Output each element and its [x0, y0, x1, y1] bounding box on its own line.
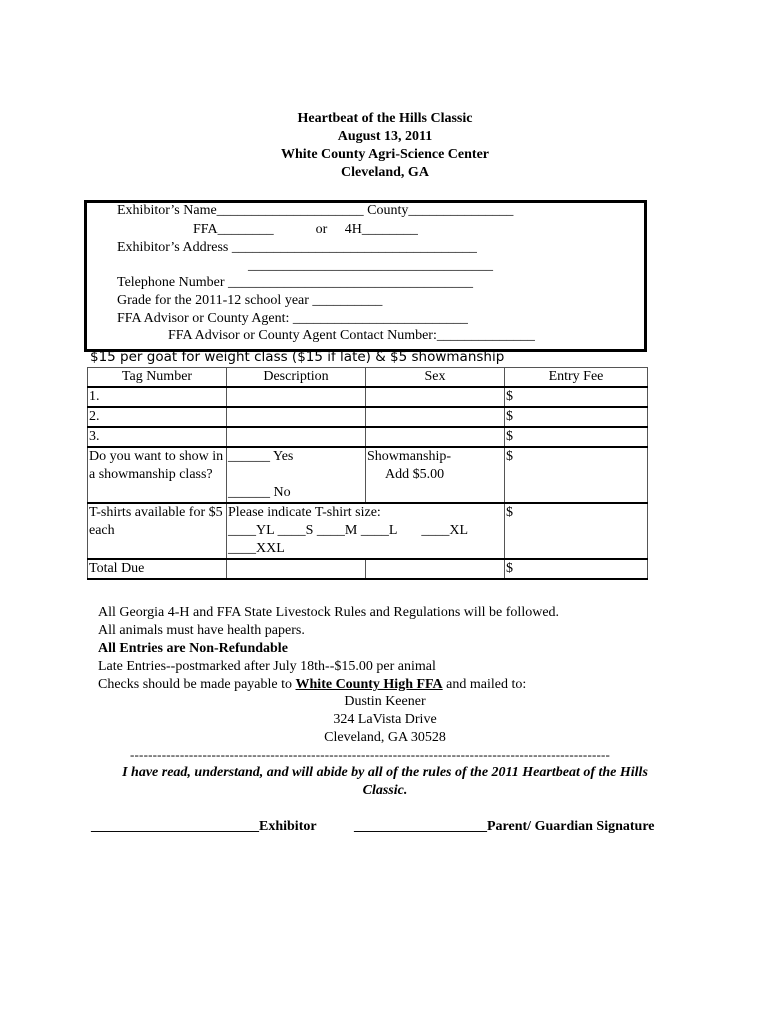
- mailing-city: Cleveland, GA 30528: [324, 730, 446, 745]
- cut-line-divider: ----------------------------------------------------------------------------------------------------------: [130, 747, 611, 762]
- agreement-line1: I have read, understand, and will abide by all of the rules of the 2011 Heartbeat of the Hills: [122, 765, 648, 780]
- showmanship-fee-cell[interactable]: $: [505, 447, 648, 503]
- total-label: Total Due: [88, 559, 227, 579]
- parent-signature-line[interactable]: ___________________Parent/ Guardian Signature: [354, 819, 655, 834]
- tag-cell[interactable]: 1.: [88, 387, 227, 407]
- mailing-name: Dustin Keener: [344, 694, 426, 709]
- tag-cell[interactable]: 2.: [88, 407, 227, 427]
- total-blank: [366, 559, 505, 579]
- tshirt-size-prompt: Please indicate T-shirt size:: [228, 505, 381, 520]
- tshirt-fee-cell[interactable]: $: [505, 503, 648, 559]
- header-description: Description: [227, 368, 366, 388]
- header-sex: Sex: [366, 368, 505, 388]
- event-city: Cleveland, GA: [341, 165, 429, 180]
- telephone-field[interactable]: Telephone Number ___________________________________: [117, 275, 473, 290]
- exhibitor-name-field[interactable]: Exhibitor’s Name_____________________ County_______________: [117, 203, 514, 218]
- total-blank: [227, 559, 366, 579]
- rule-non-refundable: All Entries are Non-Refundable: [98, 641, 288, 656]
- showmanship-choice-cell: [227, 447, 366, 503]
- tag-cell[interactable]: 3.: [88, 427, 227, 447]
- header-entry-fee: Entry Fee: [505, 368, 648, 388]
- fee-cell[interactable]: $: [505, 407, 648, 427]
- checks-suffix: and mailed to:: [442, 677, 527, 692]
- grade-field[interactable]: Grade for the 2011-12 school year __________: [117, 293, 383, 308]
- advisor-field[interactable]: FFA Advisor or County Agent: _________________________: [117, 311, 468, 326]
- tshirt-size-xxl[interactable]: ____XXL: [228, 541, 285, 556]
- entry-table: [87, 367, 648, 580]
- description-cell[interactable]: [227, 407, 366, 427]
- showmanship-label: Showmanship-: [367, 449, 451, 464]
- tshirt-label: T-shirts available for $5 each: [88, 503, 227, 559]
- mailing-street: 324 LaVista Drive: [333, 712, 437, 727]
- fee-note: $15 per goat for weight class ($15 if late) & $5 showmanship: [90, 349, 505, 365]
- description-cell[interactable]: [227, 387, 366, 407]
- address-line2-field[interactable]: ___________________________________: [248, 258, 493, 273]
- total-row: [88, 559, 648, 579]
- showmanship-no-option[interactable]: ______ No: [228, 485, 291, 500]
- rule-late-entries: Late Entries--postmarked after July 18th--$15.00 per animal: [98, 659, 436, 674]
- checks-prefix: Checks should be made payable to: [98, 677, 296, 692]
- rule-health-papers: All animals must have health papers.: [98, 623, 305, 638]
- event-date: August 13, 2011: [337, 129, 433, 144]
- rule-checks: [98, 677, 526, 693]
- sex-cell[interactable]: [366, 407, 505, 427]
- event-venue: White County Agri-Science Center: [280, 147, 490, 162]
- table-row: [88, 407, 648, 427]
- sex-cell[interactable]: [366, 387, 505, 407]
- fee-cell[interactable]: $: [505, 427, 648, 447]
- rule-livestock: All Georgia 4-H and FFA State Livestock Rules and Regulations will be followed.: [98, 605, 560, 620]
- event-title: Heartbeat of the Hills Classic: [297, 111, 473, 126]
- fee-cell[interactable]: $: [505, 387, 648, 407]
- ffa-4h-field[interactable]: FFA________ or 4H________: [193, 222, 418, 237]
- tshirt-size-cell: [227, 503, 505, 559]
- sex-cell[interactable]: [366, 427, 505, 447]
- showmanship-add-fee: Add $5.00: [385, 467, 445, 482]
- exhibitor-address-field[interactable]: Exhibitor’s Address ___________________________________: [117, 240, 477, 255]
- header-tag-number: Tag Number: [88, 368, 227, 388]
- payee-name: White County High FFA: [295, 677, 443, 692]
- total-fee-cell[interactable]: $: [505, 559, 648, 579]
- table-header-row: [88, 368, 648, 388]
- tshirt-size-options[interactable]: ____YL ____S ____M ____L ____XL: [228, 523, 469, 538]
- table-row: [88, 427, 648, 447]
- showmanship-row: [88, 447, 648, 503]
- table-row: [88, 387, 648, 407]
- showmanship-yes-option[interactable]: ______ Yes: [228, 449, 294, 464]
- agreement-line2: Classic.: [362, 783, 408, 798]
- showmanship-label-cell: [366, 447, 505, 503]
- exhibitor-signature-line[interactable]: ________________________Exhibitor: [91, 819, 317, 834]
- tshirt-row: [88, 503, 648, 559]
- description-cell[interactable]: [227, 427, 366, 447]
- advisor-contact-field[interactable]: FFA Advisor or County Agent Contact Number:______________: [168, 328, 535, 343]
- showmanship-question: Do you want to show in a showmanship class?: [88, 447, 227, 503]
